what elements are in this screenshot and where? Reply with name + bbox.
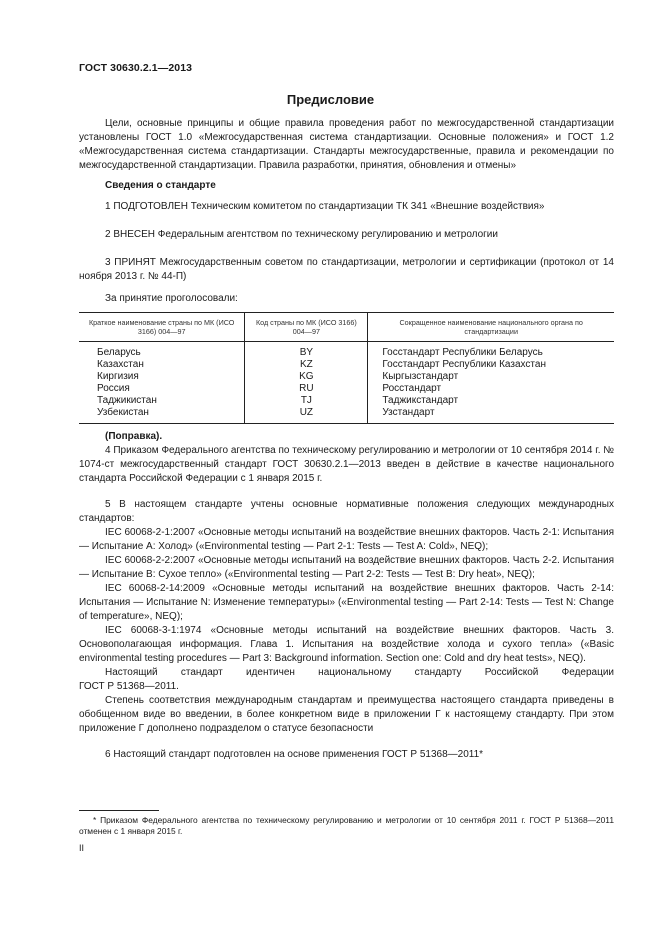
code-cell: UZ: [245, 407, 368, 424]
amendment-note: (Поправка).: [105, 431, 163, 442]
table-row: [79, 342, 614, 360]
footnote-divider: [79, 810, 159, 811]
intro-paragraph: Цели, основные принципы и общие правила проведения работ по межгосударственной стандартизации установлены ГОСТ 1.0 «Межгосударственная система стандартизации. Основные положения» и ГОСТ 1.2 «Межгосударственная система стандартизации. Стандарты межгосударственные, правила и рекомендации по межгосударственной стандартизации. Правила разработки, принятия, обновления и отмены»: [79, 118, 614, 171]
footnote: * Приказом Федерального агентства по техническому регулированию и метрологии от 10 сентября 2011 г. ГОСТ Р 51368—2011 отменен с 1 января 2015 г.: [79, 815, 614, 836]
item-5: 5 В настоящем стандарте учтены основные нормативные положения следующих международных стандартов:: [79, 499, 614, 524]
table-header-body: Сокращенное наименование национального органа по стандартизации: [368, 313, 614, 342]
page-number: II: [79, 843, 85, 853]
identical-statement-standard: ГОСТ Р 51368—2011.: [79, 681, 179, 692]
country-cell: Киргизия: [97, 371, 139, 382]
item-1: 1 ПОДГОТОВЛЕН Техническим комитетом по стандартизации ТК 341 «Внешние воздействия»: [105, 201, 545, 212]
table-header-code: Код страны по МК (ИСО 3166) 004—97: [245, 313, 368, 342]
page-title: Предисловие: [286, 92, 375, 107]
body-cell: Узстандарт: [368, 407, 614, 424]
country-cell: Казахстан: [97, 359, 144, 370]
item-3: 3 ПРИНЯТ Межгосударственным советом по стандартизации, метрологии и сертификации (протокол от 14 ноября 2013 г. № 44-П): [79, 257, 614, 282]
body-cell: Кыргызстандарт: [368, 371, 614, 383]
country-cell: Таджикистан: [97, 395, 157, 406]
table-header-country: Краткое наименование страны по МК (ИСО 3166) 004—97: [79, 313, 245, 342]
identical-statement: Настоящий стандарт идентичен национальному стандарту Российской Федерации: [105, 667, 614, 678]
voted-label: За принятие проголосовали:: [105, 293, 238, 304]
body-cell: Росстандарт: [368, 383, 614, 395]
item-2: 2 ВНЕСЕН Федеральным агентством по техническому регулированию и метрологии: [105, 229, 498, 240]
main-content: [79, 117, 614, 762]
iec-60068-3-1: IEC 60068-3-1:1974 «Основные методы испытаний на воздействие внешних факторов. Часть 3. Основополагающая информация. Глава 1. Испытания на воздействие холода и сухого тепла» («Basic environmental testing procedures — Part 3: Background information. Section one: Cold and dry heat tests», NEQ).: [79, 625, 614, 664]
country-cell: Узбекистан: [79, 407, 245, 424]
country-cell: Россия: [97, 383, 130, 394]
iec-60068-2-1: IEC 60068-2-1:2007 «Основные методы испытаний на воздействие внешних факторов. Часть 2-1: Испытания — Испытание А: Холод» («Environmental testing — Part 2-1: Tests — Test A: Cold», NEQ);: [79, 527, 614, 552]
member-states-table: [79, 312, 614, 424]
degree-of-correspondence: Степень соответствия международным стандартам и преимущества настоящего стандарта приведены в обобщенном виде во введении, в более конкретном виде в приложении Г к настоящему стандарту. При этом приложение Г дополнено подразделом о статусе безопасности: [79, 695, 614, 734]
code-cell: BY: [245, 342, 368, 360]
code-cell: RU: [245, 383, 368, 395]
table-row: [79, 395, 614, 407]
iec-60068-2-2: IEC 60068-2-2:2007 «Основные методы испытаний на воздействие внешних факторов. Часть 2-2. Испытания — Испытание В: Сухое тепло» («Environmental testing — Part 2-2: Tests — Test B: Dry heat», NEQ);: [79, 555, 614, 580]
document-code-header: ГОСТ 30630.2.1—2013: [79, 62, 193, 74]
code-cell: TJ: [245, 395, 368, 407]
body-cell: Госстандарт Республики Беларусь: [368, 342, 614, 360]
table-row: [79, 371, 614, 383]
table-header-row: [79, 313, 614, 342]
body-cell: Таджикстандарт: [368, 395, 614, 407]
table-row: [79, 383, 614, 395]
item-6: 6 Настоящий стандарт подготовлен на основе применения ГОСТ Р 51368—2011*: [105, 749, 484, 760]
code-cell: KG: [245, 371, 368, 383]
table-row: [79, 359, 614, 371]
iec-60068-2-14: IEC 60068-2-14:2009 «Основные методы испытаний на воздействие внешних факторов. Часть 2-14: Испытания — Испытание N: Изменение температуры» («Environmental testing — Part 2-14: Tests — Test N: Change of temperature», NEQ);: [79, 583, 614, 622]
code-cell: KZ: [245, 359, 368, 371]
table-row: [79, 407, 614, 424]
section-heading: Сведения о стандарте: [105, 180, 216, 191]
body-cell: Госстандарт Республики Казахстан: [368, 359, 614, 371]
item-4: 4 Приказом Федерального агентства по техническому регулированию и метрологии от 10 сентября 2014 г. № 1074-ст межгосударственный стандарт ГОСТ 30630.2.1—2013 введен в действие в качестве национального стандарта Российской Федерации с 1 января 2015 г.: [79, 445, 614, 484]
country-cell: Беларусь: [97, 347, 141, 358]
